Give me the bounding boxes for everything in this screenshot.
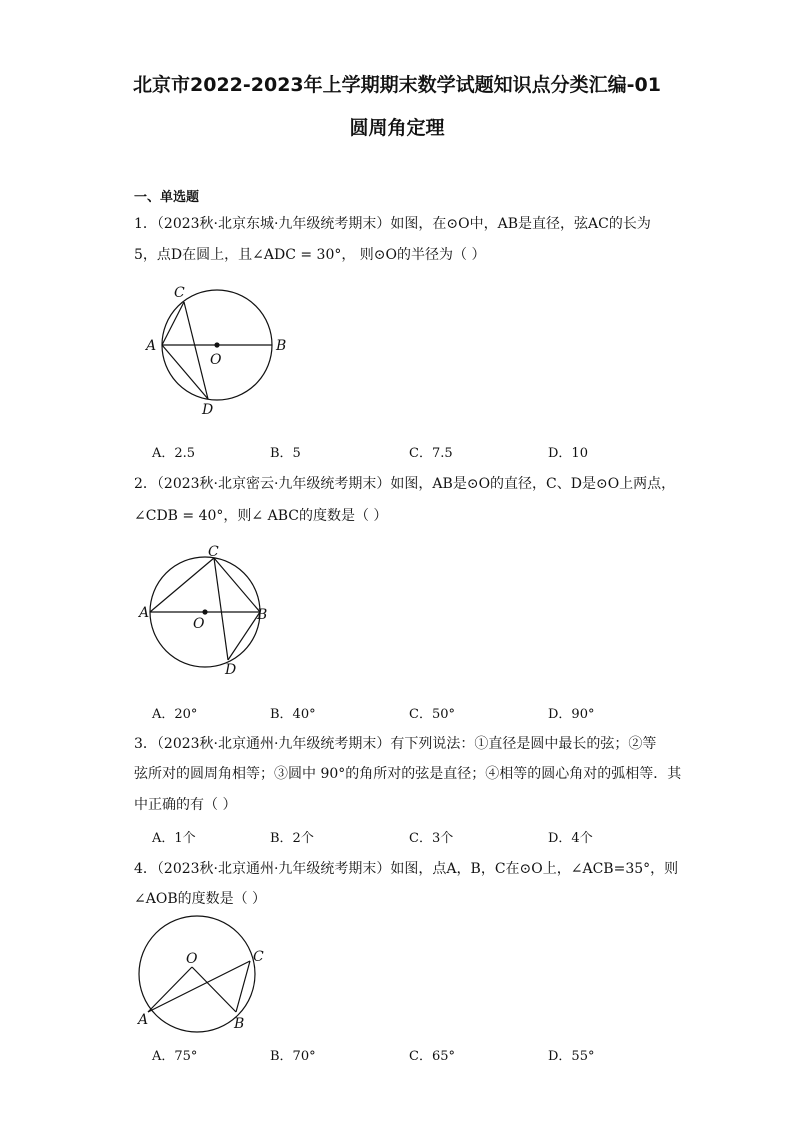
question-3-options — [152, 827, 652, 847]
option-b[interactable]: B．5 — [270, 446, 301, 461]
option-d[interactable]: D．4个 — [548, 831, 593, 846]
option-a[interactable]: A．20° — [152, 707, 198, 722]
question-2-line-1: 2．（2023秋·北京密云·九年级统考期末）如图，AB是⊙O的直径，C、D是⊙O上两点， — [134, 476, 676, 492]
label-a: A — [146, 338, 157, 354]
option-a[interactable]: A．75° — [152, 1049, 198, 1064]
question-4-figure — [132, 915, 292, 1040]
question-2-options — [152, 703, 652, 723]
question-1-line-1: 1．（2023秋·北京东城·九年级统考期末）如图，在⊙O中，AB是直径，弦AC的长为 — [134, 216, 651, 232]
label-o: O — [210, 352, 222, 368]
radius-oa — [148, 967, 192, 1012]
chord-bd — [228, 612, 260, 660]
label-c: C — [253, 949, 264, 965]
document-title-line-1: 北京市2022-2023年上学期期末数学试题知识点分类汇编-01 — [133, 74, 661, 96]
question-2-figure — [135, 540, 295, 680]
label-b: B — [257, 607, 268, 623]
radius-ob — [192, 967, 236, 1012]
question-4-options — [152, 1045, 652, 1065]
label-b: B — [234, 1016, 245, 1032]
option-b[interactable]: B．2个 — [270, 831, 314, 846]
question-4-line-2: ∠AOB的度数是（ ） — [134, 891, 267, 907]
question-3-line-1: 3．（2023秋·北京通州·九年级统考期末）有下列说法：①直径是圆中最长的弦；②等 — [134, 736, 657, 752]
center-point — [202, 609, 207, 614]
label-b: B — [276, 338, 287, 354]
option-b[interactable]: B．70° — [270, 1049, 316, 1064]
document-title-line-2: 圆周角定理 — [349, 117, 445, 139]
center-point — [214, 342, 219, 347]
chord-ac — [148, 961, 250, 1012]
circle-o — [139, 916, 255, 1032]
label-c: C — [208, 544, 219, 560]
question-3-line-3: 中正确的有（ ） — [134, 797, 237, 813]
option-c[interactable]: C．3个 — [409, 831, 454, 846]
option-a[interactable]: A．1个 — [152, 831, 196, 846]
label-o: O — [186, 951, 198, 967]
option-d[interactable]: D．10 — [548, 446, 588, 461]
label-a: A — [139, 605, 150, 621]
option-c[interactable]: C．65° — [409, 1049, 455, 1064]
chord-cd — [214, 558, 228, 660]
option-d[interactable]: D．90° — [548, 707, 595, 722]
label-a: A — [138, 1012, 149, 1028]
question-2-line-2: ∠CDB = 40°，则∠ ABC的度数是（ ） — [134, 508, 388, 524]
label-d: D — [202, 402, 214, 418]
option-a[interactable]: A．2.5 — [152, 446, 196, 461]
chord-ac — [150, 558, 214, 612]
question-1-figure — [140, 280, 300, 420]
option-c[interactable]: C．7.5 — [409, 446, 453, 461]
section-heading: 一、单选题 — [134, 190, 200, 205]
question-4-line-1: 4．（2023秋·北京通州·九年级统考期末）如图，点A，B，C在⊙O上，∠ACB=35°，则 — [134, 861, 679, 877]
label-c: C — [174, 285, 185, 301]
chord-bc — [236, 961, 250, 1012]
option-d[interactable]: D．55° — [548, 1049, 595, 1064]
option-b[interactable]: B．40° — [270, 707, 316, 722]
question-1-line-2: 5，点D在圆上，且∠ADC = 30°， 则⊙O的半径为（ ） — [134, 247, 486, 263]
option-c[interactable]: C．50° — [409, 707, 455, 722]
chord-ac — [162, 302, 184, 345]
question-1-options — [152, 442, 652, 462]
question-3-line-2: 弦所对的圆周角相等；③圆中 90°的角所对的弦是直径；④相等的圆心角对的弧相等．其 — [134, 766, 682, 782]
label-d: D — [225, 662, 237, 678]
label-o: O — [193, 616, 205, 632]
